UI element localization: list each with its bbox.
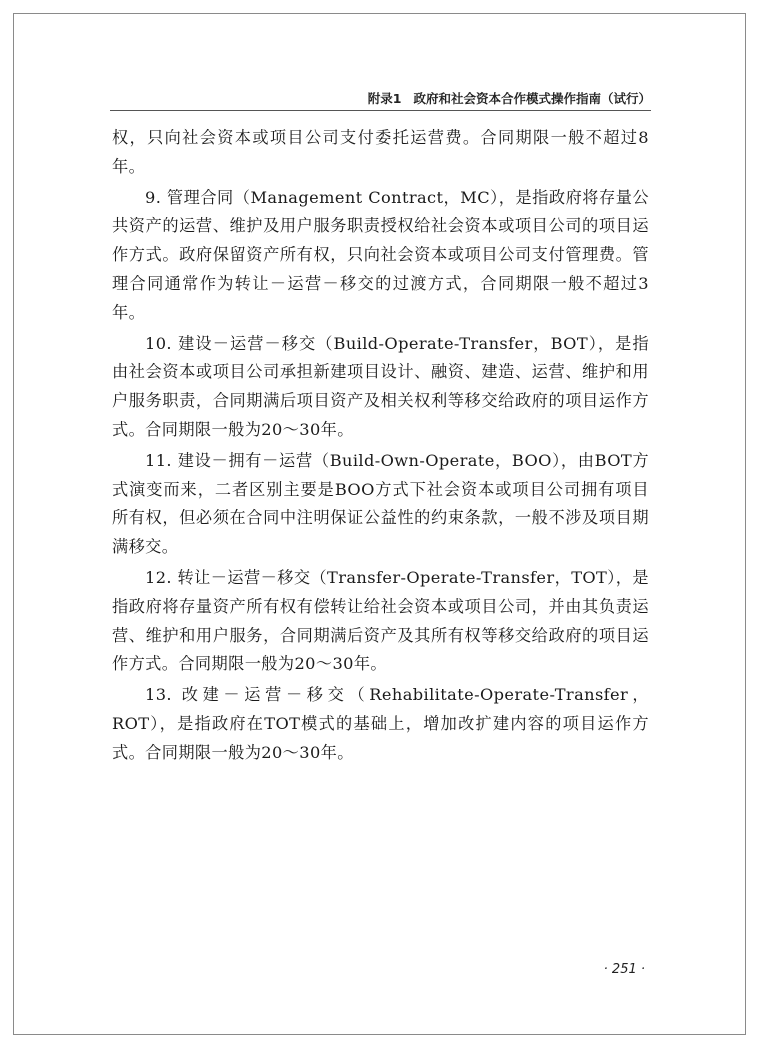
header-rule <box>110 110 651 111</box>
paragraph-rot: 13. 改建－运营－移交（Rehabilitate-Operate-Transfer，ROT），是指政府在TOT模式的基础上，增加改扩建内容的项目运作方式。合同期限一般为20～30年。 <box>112 685 649 762</box>
page-number: · 251 · <box>603 962 645 977</box>
running-header <box>368 89 651 107</box>
body-text <box>112 124 649 770</box>
paragraph-boo: 11. 建设－拥有－运营（Build-Own-Operate，BOO），由BOT方式演变而来，二者区别主要是BOO方式下社会资本或项目公司拥有项目所有权，但必须在合同中注明保证公益性的约束条款，一般不涉及项目期满移交。 <box>112 450 649 557</box>
header-title: 政府和社会资本合作模式操作指南（试行） <box>413 91 651 106</box>
paragraph-management-contract: 9. 管理合同（Management Contract，MC），是指政府将存量公共资产的运营、维护及用户服务职责授权给社会资本或项目公司的项目运作方式。政府保留资产所有权，只向社会资本或项目公司支付管理费。管理合同通常作为转让－运营－移交的过渡方式，合同期限一般不超过3年。 <box>112 187 649 322</box>
appendix-label: 附录1 <box>367 91 402 106</box>
paragraph-continued: 权，只向社会资本或项目公司支付委托运营费。合同期限一般不超过8年。 <box>112 128 649 176</box>
paragraph-tot: 12. 转让－运营－移交（Transfer-Operate-Transfer，TOT），是指政府将存量资产所有权有偿转让给社会资本或项目公司，并由其负责运营、维护和用户服务，合同期满后资产及其所有权等移交给政府的项目运作方式。合同期限一般为20～30年。 <box>112 567 649 674</box>
paragraph-bot: 10. 建设－运营－移交（Build-Operate-Transfer，BOT），是指由社会资本或项目公司承担新建项目设计、融资、建造、运营、维护和用户服务职责，合同期满后项目资产及相关权利等移交给政府的项目运作方式。合同期限一般为20～30年。 <box>112 333 649 439</box>
